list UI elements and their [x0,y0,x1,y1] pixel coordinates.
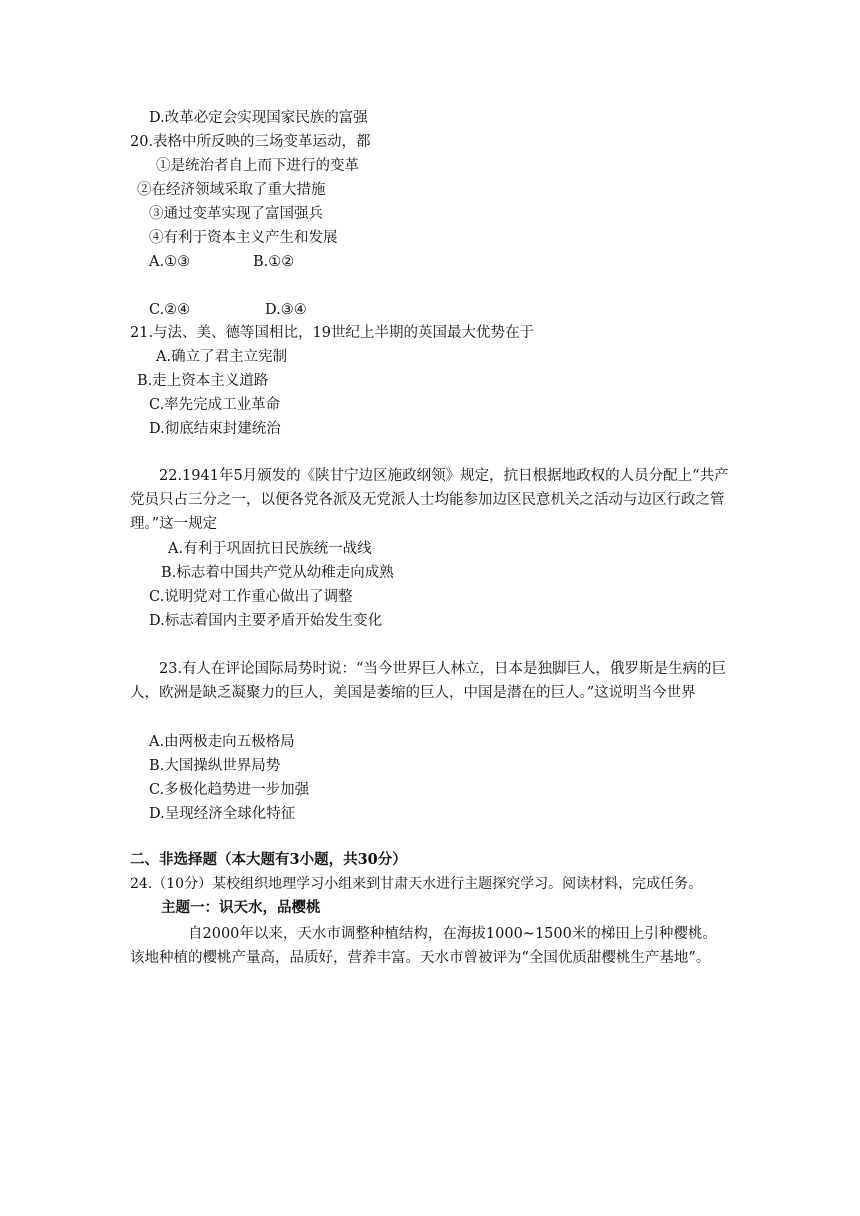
q20-item-2: ②在经济领域采取了重大措施 [137,182,326,198]
section-heading: 二、非选择题（本大题有3小题，共30分） [130,851,407,868]
q20-item-3: ③通过变革实现了富国强兵 [149,206,323,222]
q22-option-a: A.有利于巩固抗日民族统一战线 [168,541,372,557]
q20-item-4: ④有利于资本主义产生和发展 [149,230,338,246]
q21-option-b: B.走上资本主义道路 [137,373,269,389]
q20-option-a: A.①③ [149,254,191,270]
q23-option-b: B.大国操纵世界局势 [149,758,281,774]
q20-stem: 20.表格中所反映的三场变革运动，都 [130,134,371,150]
q24-material: 自2000年以来，天水市调整种植结构，在海拔1000~1500米的梯田上引种樱桃。该地种植的樱桃产量高，品质好，营养丰富。天水市曾被评为“全国优质甜樱桃生产基地”。 [130,926,717,966]
q20-option-b: B.①② [253,254,295,270]
q21-stem: 21.与法、美、德等国相比，19世纪上半期的英国最大优势在于 [130,325,535,341]
q20-item-1: ①是统治者自上而下进行的变革 [156,158,359,174]
q20-option-c: C.②④ [149,302,191,318]
q21-option-c: C.率先完成工业革命 [149,397,281,413]
q22-stem: 22.1941年5月颁发的《陕甘宁边区施政纲领》规定，抗日根据地政权的人员分配上“共产党员只占三分之一，以便各党各派及无党派人士均能参加边区民意机关之活动与边区行政之管理。”这一规定 [130,468,729,532]
q19-option-d: D.改革必定会实现国家民族的富强 [149,110,368,126]
q23-stem: 23.有人在评论国际局势时说：“当今世界巨人林立，日本是独脚巨人，俄罗斯是生病的巨人，欧洲是缺乏凝聚力的巨人，美国是萎缩的巨人，中国是潜在的巨人。”这说明当今世界 [130,661,726,701]
q20-option-d: D.③④ [265,302,307,318]
topic-heading: 主题一：识天水，品樱桃 [161,899,321,916]
q22-option-d: D.标志着国内主要矛盾开始发生变化 [149,613,383,629]
q22-option-b: B.标志着中国共产党从幼稚走向成熟 [161,565,394,581]
q22-option-c: C.说明党对工作重心做出了调整 [149,589,353,605]
q23-option-a: A.由两极走向五极格局 [149,734,295,750]
q21-option-a: A.确立了君主立宪制 [156,349,288,365]
q21-option-d: D.彻底结束封建统治 [149,421,281,437]
q23-option-d: D.呈现经济全球化特征 [149,806,296,822]
q24-stem: 24.（10分）某校组织地理学习小组来到甘肃天水进行主题探究学习。阅读材料，完成任务。 [130,876,703,892]
q23-option-c: C.多极化趋势进一步加强 [149,782,310,798]
